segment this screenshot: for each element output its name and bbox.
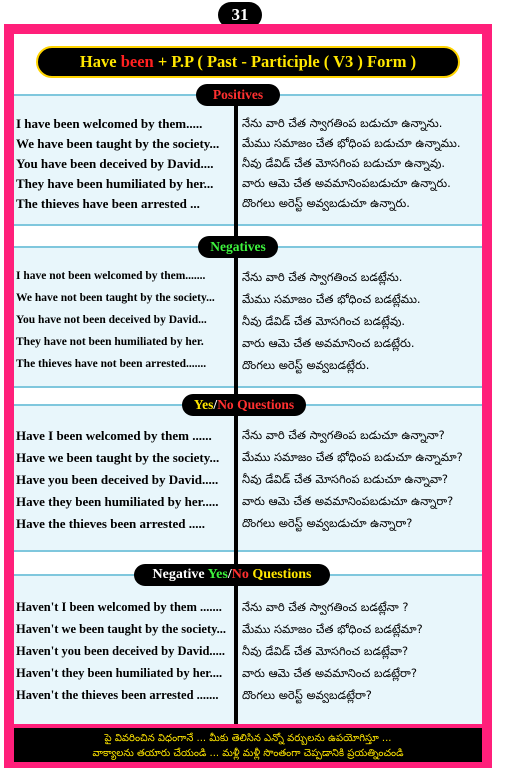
yes-no-heading-yes: Yes	[193, 397, 214, 412]
positive-te-2: మేము సమాజం చేత భోధింప బడుచూ ఉన్నాము.	[242, 136, 461, 150]
negative-en-5: The thieves have not been arrested.......	[16, 358, 207, 370]
positives-heading	[196, 84, 280, 106]
neg-yes-no-en-5: Haven't the thieves been arrested .......	[16, 688, 219, 702]
positive-te-4: వారు ఆమె చేత అవమానింపబడుచూ ఉన్నారు.	[242, 176, 451, 190]
page-number: 31	[218, 2, 262, 28]
yes-no-te-2: మేము సమాజం చేత భోధింప బడుచూ ఉన్నామా?	[242, 450, 463, 464]
positives-heading-text: Positives	[212, 87, 264, 102]
negative-te-3: నీవు డేవిడ్ చేత మోసగించ బడట్లేవు.	[242, 314, 406, 328]
yes-no-en-4: Have they been humiliated by her.....	[16, 494, 219, 509]
neg-yes-no-en-4: Haven't they been humiliated by her....	[16, 666, 223, 680]
footer-line-1: పై వివరించిన విధంగానే ... మీకు తెలిసిన ఎన్నో వర్బులను ఉపయోగిస్తూ ...	[104, 733, 392, 744]
neg-yes-no-te-3: నీవు డేవిడ్ చేత మోసగించ బడట్లేవా?	[242, 644, 409, 658]
positive-te-3: నీవు డేవిడ్ చేత మోసగింప బడుచూ ఉన్నావు.	[242, 156, 445, 170]
positives-divider	[234, 94, 238, 226]
footer-line-2: వాక్యాలను తయారు చేయండి ... మళ్లీ మళ్లీ సొంతంగా చెప్పడానికి ప్రయత్నించండి	[92, 748, 404, 759]
neg-yes-no-heading-neg: Negative	[152, 567, 208, 582]
yes-no-te-4: వారు ఆమె చేత అవమానింపబడుచూ ఉన్నారా?	[242, 494, 454, 508]
yes-no-te-1: నేను వారి చేత స్వాగతింప బడుచూ ఉన్నానా?	[242, 428, 445, 442]
positive-te-5: దొంగలు అరెస్ట్ అవ్వబడుచూ ఉన్నారు.	[242, 196, 410, 210]
neg-yes-no-heading-yes: Yes	[207, 567, 228, 582]
positive-en-1: I have been welcomed by them.....	[16, 116, 203, 131]
neg-yes-no-en-1: Haven't I been welcomed by them .......	[16, 600, 222, 614]
title-formula: + P.P ( Past - Participle ( V3 ) Form )	[153, 52, 417, 71]
yes-no-heading-no: No	[217, 397, 234, 412]
negative-en-3: You have not been deceived by David...	[16, 314, 207, 326]
negatives-heading	[198, 236, 278, 258]
yes-no-te-5: దొంగలు అరెస్ట్ అవ్వబడుచూ ఉన్నారా?	[242, 516, 413, 530]
yes-no-en-2: Have we been taught by the society...	[16, 450, 220, 465]
yes-no-en-3: Have you been deceived by David.....	[16, 472, 219, 487]
title-been: been	[120, 52, 154, 71]
content-area	[14, 34, 482, 724]
yes-no-heading-rest: Questions	[233, 397, 295, 412]
negative-te-1: నేను వారి చేత స్వాగతించ బడట్లేను.	[242, 270, 403, 284]
neg-yes-no-heading-no: No	[231, 567, 249, 582]
neg-yes-no-heading-rest: Questions	[248, 567, 312, 582]
neg-yes-no-en-3: Haven't you been deceived by David.....	[16, 644, 226, 658]
neg-yes-no-te-4: వారు ఆమె చేత అవమానించ బడట్లేరా?	[242, 666, 417, 680]
negatives-heading-text: Negatives	[210, 239, 266, 254]
neg-yes-no-heading-slash: /	[227, 567, 232, 582]
positive-en-2: We have been taught by the society...	[16, 136, 220, 151]
neg-yes-no-te-1: నేను వారి చేత స్వాగతించ బడట్లేనా ?	[242, 600, 409, 614]
page-title	[36, 46, 460, 78]
neg-yes-no-te-5: దొంగలు అరెస్ట్ అవ్వబడట్లేరా?	[242, 688, 372, 702]
yes-no-en-5: Have the thieves been arrested .....	[16, 516, 205, 531]
negative-te-2: మేము సమాజం చేత భోధించ బడట్లేము.	[242, 292, 421, 306]
yes-no-heading	[182, 394, 306, 416]
negative-te-5: దొంగలు అరెస్ట్ అవ్వబడట్లేరు.	[242, 358, 370, 372]
negative-en-2: We have not been taught by the society...	[16, 292, 215, 304]
yes-no-en-1: Have I been welcomed by them ......	[16, 428, 212, 443]
negative-en-4: They have not been humiliated by her.	[16, 336, 204, 348]
negative-en-1: I have not been welcomed by them.......	[16, 270, 206, 282]
negative-te-4: వారు ఆమె చేత అవమానించ బడట్లేరు.	[242, 336, 415, 350]
neg-yes-no-en-2: Haven't we been taught by the society...	[16, 622, 227, 636]
title-have: Have	[79, 52, 121, 71]
page-frame	[4, 24, 492, 768]
positive-te-1: నేను వారి చేత స్వాగతింప బడుచూ ఉన్నాను.	[242, 116, 443, 130]
neg-yes-no-heading	[134, 564, 330, 586]
footer-banner	[14, 728, 482, 762]
positive-en-5: The thieves have been arrested ...	[16, 196, 200, 211]
positive-en-4: They have been humiliated by her...	[16, 176, 214, 191]
positive-en-3: You have been deceived by David....	[16, 156, 214, 171]
neg-yes-no-te-2: మేము సమాజం చేత భోధించ బడట్లేమా?	[242, 622, 423, 636]
yes-no-heading-slash: /	[213, 397, 218, 412]
yes-no-te-3: నీవు డేవిడ్ చేత మోసగింప బడుచూ ఉన్నావా?	[242, 472, 449, 486]
